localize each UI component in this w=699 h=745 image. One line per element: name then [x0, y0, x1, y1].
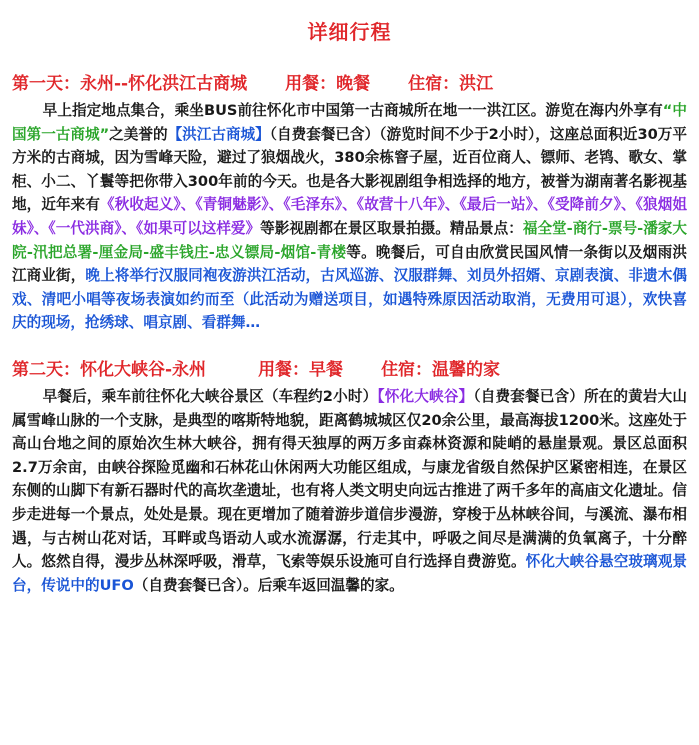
day1-text-5: 等。晚餐后，可自由欣赏民国风情一条街以及烟雨洪江商业街，: [12, 243, 688, 285]
day1-stay: 住宿：洪江: [408, 74, 494, 94]
day2-description: [12, 385, 687, 597]
day2-route: 第二天：怀化大峡谷-永州: [12, 359, 207, 380]
day1-text-4: 等影视剧都在景区取景拍摄。精品景点：: [260, 219, 523, 237]
day1-highlight-ancient-city-title: “中国第一古商城”: [12, 102, 687, 143]
day2-text-2: （自费套餐已含）所在的黄岩大山属雪峰山脉的一个支脉，是典型的喀斯特地貌，距离鹤城城区仅20余公里，最高海拔1200米。这座处于高山台地之间的原始次生林大峡谷，拥有得天独厚的两万多亩森林资源和陡峭的悬崖景观。景区总面积2.7万余亩，由峡谷探险觅幽和石林花山休闲两大功能区组成，与康龙省级自然保护区紧密相连，在景区东侧的山脚下有新石器时代的高坎垄遗址，也有将人类文明史向远古推进了两千多年的高庙文化遗址。信步走进每一个景点，处处是景。现在更增加了随着游步道信步漫游，穿梭于丛林峡谷间，与溪流、瀑布相遇，与古树山花对话，耳畔或鸟语动人或水流潺潺，行走其中，呼吸之间尽是满满的负氧离子，十分醉人。悠然自得，漫步丛林深呼吸，滑草，飞索等娱乐设施可自行选择自费游览。: [12, 387, 688, 571]
day2-stay: 住宿：温馨的家: [381, 359, 501, 380]
day1-scenic-spots: 福全堂-商行-票号-潘家大院-汛把总署-厘金局-盛丰钱庄-忠义镖局-烟馆-青楼: [12, 219, 687, 261]
day2-glass-platform: 怀化大峡谷悬空玻璃观景台，传说中的UFO: [12, 553, 687, 594]
page-title: 详细行程: [307, 20, 392, 44]
day1-route: 第一天：永州--怀化洪江古商城: [12, 74, 248, 94]
day1-meal: 用餐：晚餐: [285, 74, 371, 94]
day1-night-activity: 晚上将举行汉服同袍夜游洪江活动，古风巡游、汉服群舞、刘员外招婿、京剧表演、非遗木偶戏、清吧小唱等夜场表演如约而至（此活动为赠送项目，如遇特殊原因活动取消，无费用可退），欢快喜庆的现场，抢绣球、唱京剧、看群舞…: [12, 267, 687, 332]
day2-text-3: （自费套餐已含）。后乘车返回温馨的家。: [133, 576, 404, 594]
day2-text-1: 早餐后，乘车前往怀化大峡谷景区（车程约2小时）: [42, 387, 378, 405]
day2-meal: 用餐：早餐: [258, 359, 344, 380]
day1-description: [12, 99, 687, 335]
day2-huaihua-canyon: 【怀化大峡谷】: [377, 387, 474, 405]
day2-heading: [12, 359, 687, 381]
day1-heading: [12, 73, 687, 95]
day1-hongjiang-ancient-city: 【洪江古商城】: [167, 125, 270, 143]
day1-text-2: 之美誉的: [109, 125, 168, 143]
day1-text-1: 早上指定地点集合，乘坐BUS前往怀化市中国第一古商城所在地一一洪江区。游览在海内外享有: [42, 102, 663, 119]
day1-film-list: 《秋收起义》、《青铜魅影》、《毛泽东》、《故营十八年》、《最后一站》、《受降前夕》、《狼烟姐妹》、《一代洪商》、《如果可以这样爱》: [12, 196, 687, 237]
day1-text-3: （自费套餐已含）（游览时间不少于2小时），这座总面积近30万平方米的古商城，因为雪峰天险，避过了狼烟战火，380余栋窨子屋，近百位商人、镖师、老鸨、歌女、掌柜、小二、丫鬟等把你带入300年前的今天。也是各大影视剧组争相选择的地方，被誉为湖南著名影视基地，近年来有: [12, 125, 687, 214]
